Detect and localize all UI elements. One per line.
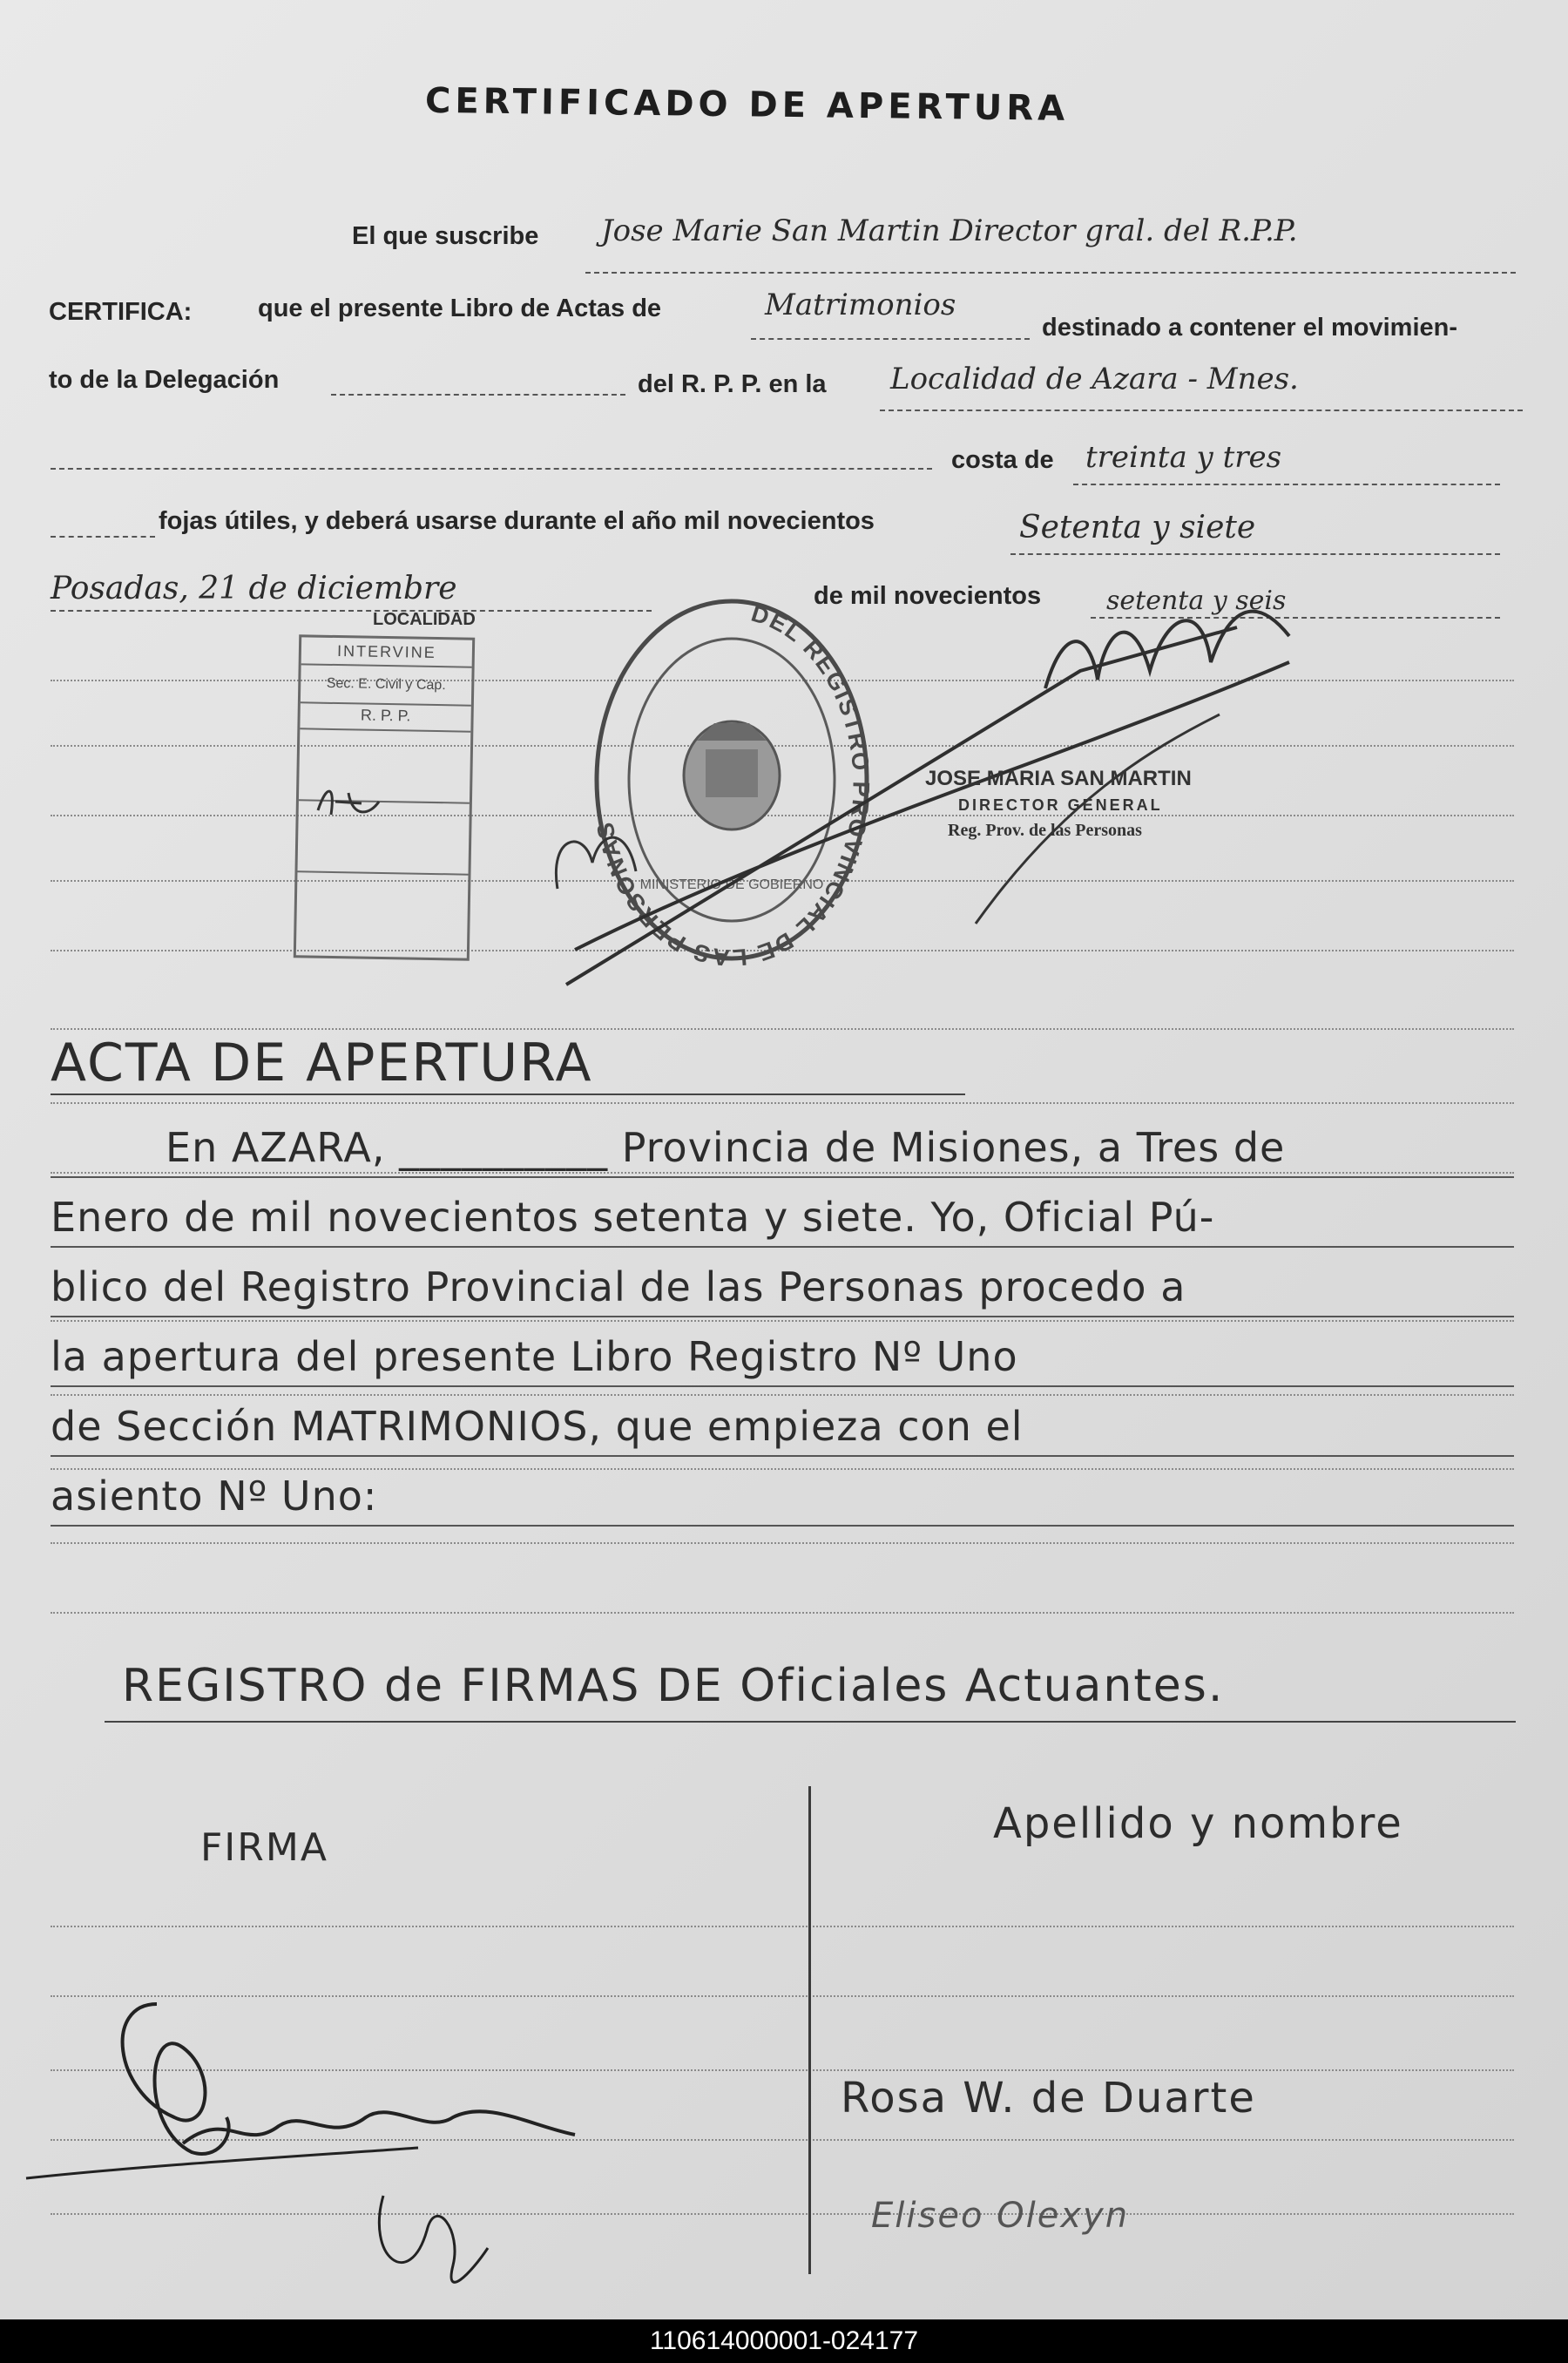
stamp-dept: Sec. E. Civil y Cap. [301, 665, 472, 706]
seal-initial-mark [540, 802, 653, 915]
ruled-line [51, 1468, 1514, 1470]
anio-value: Setenta y siete [1019, 510, 1256, 545]
firma-column-label: FIRMA [200, 1825, 328, 1870]
ruled-line [51, 1102, 1514, 1104]
acta-heading: ACTA DE APERTURA [51, 1033, 593, 1093]
officer-signature-1 [17, 1969, 627, 2300]
acta-line: Enero de mil novecientos setenta y siete. Yo, Oficial Pú- [51, 1194, 1215, 1241]
acta-line: blico del Registro Provincial de las Personas procedo a [51, 1263, 1186, 1310]
acta-underline [51, 1525, 1514, 1527]
signatures-heading: REGISTRO de FIRMAS DE Oficiales Actuantes. [122, 1660, 1225, 1712]
officer-name-1: Rosa W. de Duarte [841, 2074, 1256, 2123]
certifica-label: CERTIFICA: [49, 298, 193, 326]
fojas-count: treinta y tres [1085, 440, 1282, 475]
acta-underline [51, 1455, 1514, 1457]
ruled-line [51, 1394, 1514, 1396]
ruled-line [51, 1542, 1514, 1544]
destinado-text: destinado a contener el movimien- [1042, 314, 1457, 342]
certifica-text: que el presente Libro de Actas de [258, 295, 662, 322]
acta-line: la apertura del presente Libro Registro Nº Uno [51, 1333, 1018, 1380]
footer-id: 110614000001-024177 [0, 2319, 1568, 2363]
acta-line: asiento Nº Uno: [51, 1473, 378, 1520]
acta-underline [51, 1176, 1514, 1178]
seal-outer-text: DEL REGISTRO PROVINCIAL DE LAS PERSONAS [591, 599, 875, 972]
costa-label: costa de [951, 446, 1054, 474]
official-role: DIRECTOR GENERAL [958, 796, 1163, 814]
fojas-text: fojas útiles, y deberá usarse durante el año mil novecientos [159, 507, 875, 535]
officer-name-2: Eliseo Olexyn [871, 2196, 1130, 2236]
rpp-label: del R. P. P. en la [638, 370, 827, 398]
localidad-value: Localidad de Azara - Mnes. [890, 362, 1299, 396]
stamp-org: R. P. P. [300, 703, 470, 732]
stamp-initials [309, 775, 414, 828]
mil-novecientos-label: de mil novecientos [814, 582, 1042, 610]
acta-line: En AZARA, __________ Provincia de Misiones, a Tres de [166, 1124, 1286, 1171]
acta-underline [51, 1316, 1514, 1317]
anio-firma: setenta y seis [1106, 586, 1287, 616]
localidad-label: LOCALIDAD [373, 610, 476, 629]
official-org: Reg. Prov. de las Personas [948, 821, 1142, 840]
libro-tipo: Matrimonios [765, 288, 956, 322]
acta-line: de Sección MATRIMONIOS, que empieza con el [51, 1403, 1024, 1450]
column-divider [808, 1786, 811, 2274]
delegacion-label: to de la Delegación [49, 366, 280, 394]
ruled-line [51, 1926, 1514, 1927]
suscriber-name: Jose Marie San Martin Director gral. del R.P.P. [601, 213, 1298, 248]
acta-underline [51, 1385, 1514, 1387]
document-title: CERTIFICADO DE APERTURA [424, 80, 1070, 129]
stamp-header: INTERVINE [301, 637, 473, 667]
seal-inner-text: MINISTERIO DE GOBIERNO [639, 877, 824, 892]
suscribe-label: El que suscribe [352, 222, 539, 250]
official-name: JOSE MARIA SAN MARTIN [925, 767, 1192, 790]
director-signature [540, 575, 1342, 1011]
lugar-fecha: Posadas, 21 de diciembre [51, 571, 457, 606]
name-column-label: Apellido y nombre [993, 1799, 1403, 1848]
acta-underline [51, 1246, 1514, 1248]
ruled-line [51, 1172, 1514, 1174]
ruled-line [51, 1320, 1514, 1322]
ruled-line [51, 1028, 1514, 1030]
ruled-line [51, 1612, 1514, 1614]
